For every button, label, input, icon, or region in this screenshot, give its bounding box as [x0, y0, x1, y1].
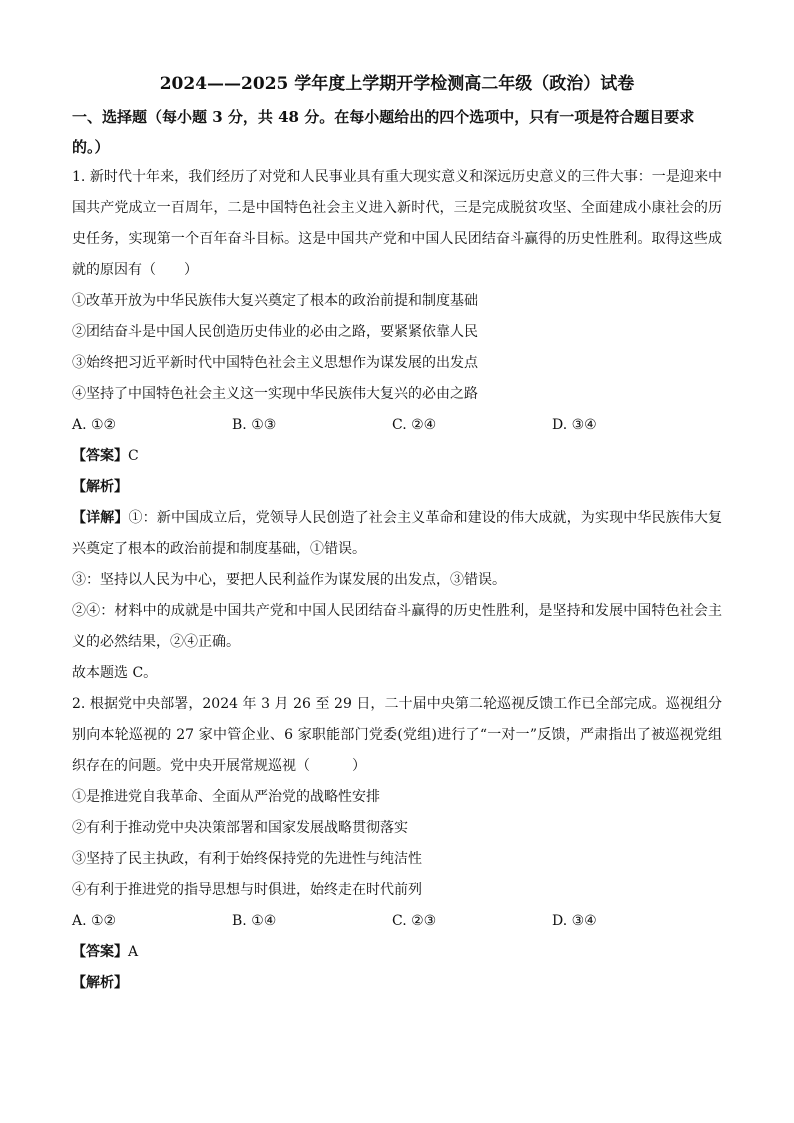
question-option: ④坚持了中国特色社会主义这一实现中华民族伟大复兴的必由之路 — [72, 386, 478, 402]
detail-paragraph: ③：坚持以人民为中心，要把人民利益作为谋发展的出发点，③错误。 — [72, 572, 506, 588]
answer-value: A — [128, 944, 139, 960]
choice-b: B. ①④ — [232, 913, 277, 929]
question-2 — [72, 689, 722, 999]
question-stem: 2. 根据党中央部署，2024 年 3 月 26 至 29 日，二十届中央第二轮巡视反馈工作已全部完成。巡视组分别向本轮巡视的 27 家中管企业、6 家职能部门党委(党组)进行了“一对一”反馈，严肃指出了被巡视党组织存在的问题。党中央开展常规巡视（ ） — [72, 696, 722, 774]
answer-line — [72, 441, 722, 472]
detail-conclusion: 故本题选 C。 — [72, 665, 158, 681]
question-option: ①是推进党自我革命、全面从严治党的战略性安排 — [72, 789, 380, 805]
answer-label: 【答案】 — [72, 944, 128, 960]
choice-a: A. ①② — [72, 417, 117, 433]
choice-c: C. ②④ — [392, 417, 437, 433]
exam-title: 2024——2025 学年度上学期开学检测高二年级（政治）试卷 — [159, 74, 635, 94]
detail-paragraph — [72, 503, 722, 565]
answer-value: C — [128, 448, 139, 464]
choice-c: C. ②③ — [392, 913, 437, 929]
choice-d: D. ③④ — [552, 417, 597, 433]
answer-choices — [72, 906, 722, 937]
choice-b: B. ①③ — [232, 417, 277, 433]
question-option: ②有利于推动党中央决策部署和国家发展战略贯彻落实 — [72, 820, 408, 836]
section-heading: 一、选择题（每小题 3 分，共 48 分。在每小题给出的四个选项中，只有一项是符合题目要求的。） — [72, 108, 695, 156]
choice-d: D. ③④ — [552, 913, 597, 929]
question-option: ③坚持了民主执政，有利于始终保持党的先进性与纯洁性 — [72, 851, 422, 867]
answer-label: 【答案】 — [72, 448, 128, 464]
answer-choices — [72, 410, 722, 441]
detail-label: 【详解】 — [72, 510, 129, 526]
detail-paragraph: ②④：材料中的成就是中国共产党和中国人民团结奋斗赢得的历史性胜利，是坚持和发展中国特色社会主义的必然结果，②④正确。 — [72, 603, 722, 650]
question-1 — [72, 162, 722, 689]
question-stem: 1. 新时代十年来，我们经历了对党和人民事业具有重大现实意义和深远历史意义的三件大事：一是迎来中国共产党成立一百周年，二是中国特色社会主义进入新时代，三是完成脱贫攻坚、全面建成小康社会的历史任务，实现第一个百年奋斗目标。这是中国共产党和中国人民团结奋斗赢得的历史性胜利。取得这些成就的原因有（ ） — [72, 169, 722, 278]
question-option: ①改革开放为中华民族伟大复兴奠定了根本的政治前提和制度基础 — [72, 293, 478, 309]
choice-a: A. ①② — [72, 913, 117, 929]
analysis-label: 【解析】 — [72, 975, 128, 991]
analysis-label: 【解析】 — [72, 479, 128, 495]
question-option: ②团结奋斗是中国人民创造历史伟业的必由之路，要紧紧依靠人民 — [72, 324, 478, 340]
question-option: ③始终把习近平新时代中国特色社会主义思想作为谋发展的出发点 — [72, 355, 478, 371]
answer-line — [72, 937, 722, 968]
question-option: ④有利于推进党的指导思想与时俱进，始终走在时代前列 — [72, 882, 422, 898]
exam-page — [72, 72, 722, 999]
detail-text: ①：新中国成立后，党领导人民创造了社会主义革命和建设的伟大成就，为实现中华民族伟大复兴奠定了根本的政治前提和制度基础，①错误。 — [72, 510, 723, 557]
